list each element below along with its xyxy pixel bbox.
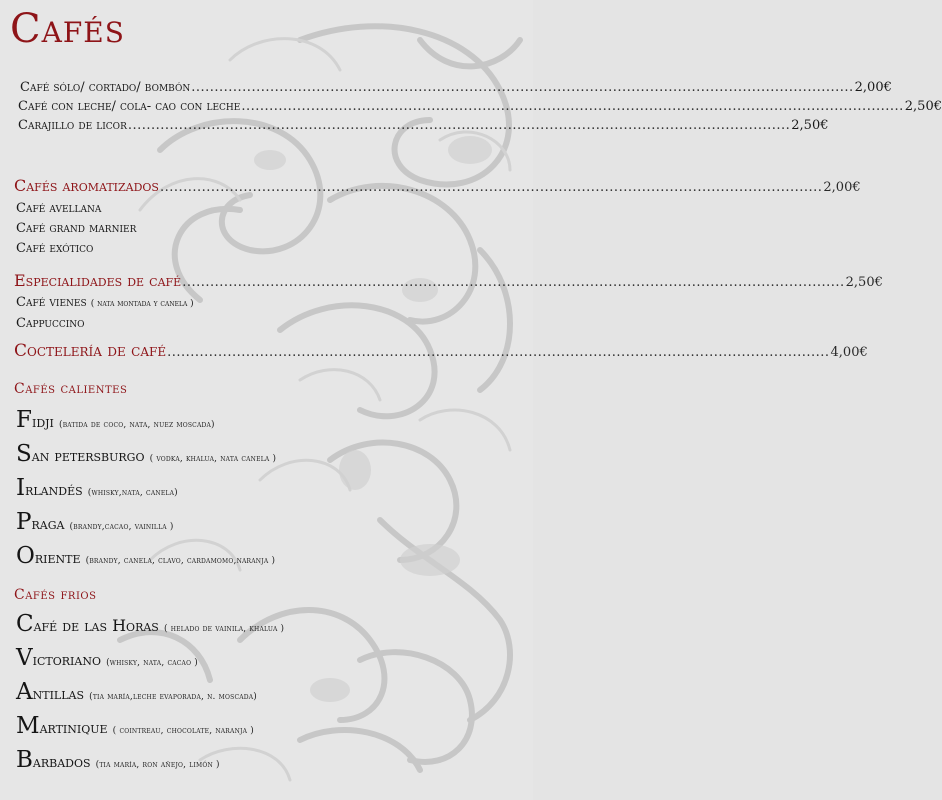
leader-dots: ............................................................................................................................................... — [167, 345, 830, 360]
menu-item-row — [20, 80, 892, 96]
menu-item-row — [18, 118, 829, 134]
drink-initial: S — [16, 441, 32, 467]
item-name: Café con leche/ cola- cao con leche — [18, 99, 241, 114]
drink-item — [16, 543, 276, 571]
drink-item — [16, 747, 220, 775]
section-heading-calientes: Cafés calientes — [14, 381, 128, 397]
section-price: 2,00€ — [823, 180, 861, 195]
drink-name: arbados — [32, 752, 91, 771]
leader-dots: ............................................................................................................................................... — [191, 80, 854, 95]
item-note: ( nata montada y canela ) — [90, 299, 194, 309]
drink-ingredients: (tia maría, ron añejo, limón ) — [95, 760, 220, 770]
section-heading-frios: Cafés frios — [14, 587, 97, 603]
drink-initial: V — [16, 645, 33, 671]
drink-item — [16, 509, 174, 537]
list-item: Café avellana — [16, 201, 102, 216]
drink-item — [16, 713, 254, 741]
drink-name: artinique — [39, 718, 108, 737]
section-price: 4,00€ — [830, 345, 868, 360]
section-heading-especialidades — [14, 271, 883, 291]
drink-initial: A — [16, 679, 33, 705]
section-price: 2,50€ — [845, 275, 883, 290]
leader-dots: ............................................................................................................................................... — [127, 118, 791, 133]
drink-initial: C — [16, 611, 34, 637]
drink-ingredients: (batida de coco, nata, nuez moscada) — [58, 420, 215, 430]
drink-name: ntillas — [32, 684, 85, 703]
drink-name: rlandés — [25, 480, 83, 499]
drink-name: an petersburgo — [31, 446, 145, 465]
list-item: Cappuccino — [16, 316, 85, 331]
item-name: Café sólo/ cortado/ bombón — [20, 80, 191, 95]
drink-item — [16, 611, 285, 639]
drink-name: raga — [31, 514, 65, 533]
leader-dots: ............................................................................................................................................... — [159, 180, 823, 195]
section-title: Coctelería de café — [14, 341, 167, 361]
drink-initial: B — [16, 747, 33, 773]
drink-ingredients: ( vodka, khalua, nata canela ) — [149, 454, 277, 464]
drink-ingredients: (whisky,nata, canela) — [87, 488, 178, 498]
item-price: 2,50€ — [904, 99, 942, 114]
drink-name: riente — [34, 548, 81, 567]
leader-dots: ............................................................................................................................................... — [241, 99, 904, 114]
drink-item — [16, 475, 178, 503]
drink-name: idji — [31, 412, 54, 431]
drink-ingredients: (brandy,cacao, vainilla ) — [69, 522, 174, 532]
drink-ingredients: ( helado de vainila, khalua ) — [163, 624, 285, 634]
drink-ingredients: ( cointreau, chocolate, naranja ) — [112, 726, 254, 736]
drink-ingredients: (whisky, nata, cacao ) — [106, 658, 198, 668]
drink-item — [16, 407, 215, 435]
drink-name: ictoriano — [32, 650, 101, 669]
drink-item — [16, 679, 258, 707]
drink-item — [16, 645, 198, 673]
drink-initial: M — [16, 713, 40, 739]
list-item: Café exótico — [16, 241, 94, 256]
item-price: 2,00€ — [854, 80, 892, 95]
menu-item-row — [18, 99, 942, 115]
drink-initial: I — [16, 475, 26, 501]
drink-initial: F — [16, 407, 32, 433]
drink-ingredients: (brandy, canela, clavo, cardamomo,naranja ) — [85, 556, 276, 566]
section-heading-cocteleria — [14, 341, 868, 361]
page-title: Cafés — [10, 6, 125, 52]
item-name: Carajillo de licor — [18, 118, 127, 133]
item-price: 2,50€ — [791, 118, 829, 133]
list-item — [16, 295, 194, 312]
drink-ingredients: (tia maría,leche evaporada, n. moscada) — [89, 692, 258, 702]
list-item: Café grand marnier — [16, 221, 137, 236]
drink-initial: P — [16, 509, 32, 535]
section-title: Especialidades de café — [14, 271, 182, 290]
leader-dots: ............................................................................................................................................... — [182, 275, 845, 290]
drink-name: afé de las Horas — [33, 616, 159, 635]
item-name: Café vienes — [16, 295, 87, 310]
drink-initial: O — [16, 543, 35, 569]
section-heading-aromatizados — [14, 176, 861, 196]
drink-item — [16, 441, 277, 469]
section-title: Cafés aromatizados — [14, 176, 159, 195]
